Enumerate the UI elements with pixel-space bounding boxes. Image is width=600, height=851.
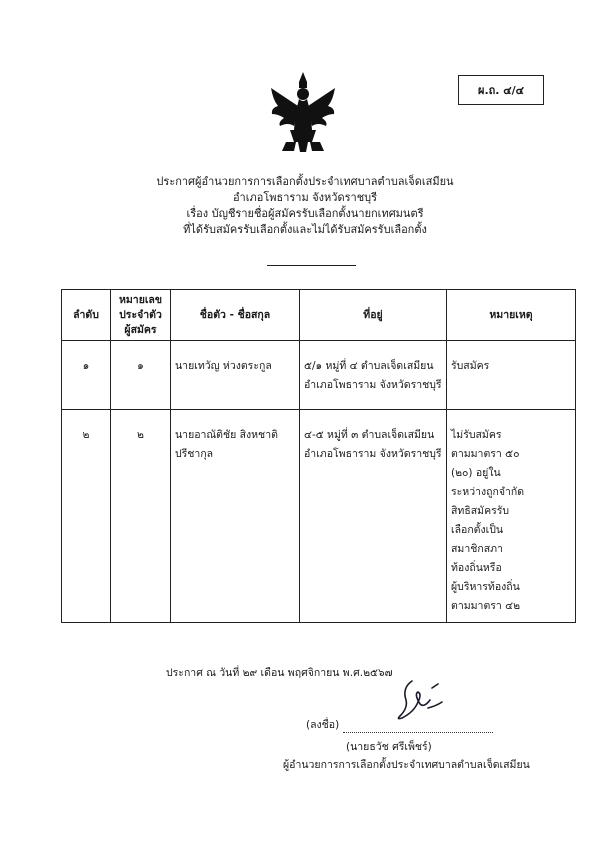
heading-line-1: ประกาศผู้อำนวยการการเลือกตั้งประจำเทศบาลตำบลเจ็ดเสมียน bbox=[156, 175, 454, 188]
announcement-heading bbox=[100, 174, 510, 238]
remark-line: สมาชิกสภา bbox=[451, 543, 503, 555]
garuda-emblem-icon bbox=[268, 70, 338, 155]
sign-label: (ลงชื่อ) bbox=[306, 719, 340, 731]
address-line-1: ๕/๑ หมู่ที่ ๔ ตำบลเจ็ดเสมียน bbox=[304, 360, 434, 372]
candidates-table bbox=[61, 289, 576, 623]
heading-line-3: เรื่อง บัญชีรายชื่อผู้สมัครรับเลือกตั้งนายกเทศมนตรี bbox=[186, 207, 424, 220]
header-number-line-2: ประจำตัว bbox=[119, 308, 162, 321]
remark-line: ผู้บริหารท้องถิ่น bbox=[451, 581, 520, 593]
cell-remark bbox=[447, 341, 576, 410]
heading-line-4: ที่ได้รับสมัครรับเลือกตั้งและไม่ได้รับสมัครรับเลือกตั้ง bbox=[183, 223, 427, 236]
header-candidate-number bbox=[111, 290, 171, 341]
signer-name: (นายธวัช ศรีเพ็ชร์) bbox=[346, 741, 432, 753]
cell-address bbox=[300, 410, 447, 623]
remark-line: เลือกตั้งเป็น bbox=[451, 524, 504, 536]
signer-title: ผู้อำนวยการการเลือกตั้งประจำเทศบาลตำบลเจ็ดเสมียน bbox=[283, 759, 530, 771]
header-name: ชื่อตัว - ชื่อสกุล bbox=[171, 290, 300, 341]
table-header-row bbox=[62, 290, 576, 341]
signature-dotted-line bbox=[343, 722, 493, 733]
header-number-line-3: ผู้สมัคร bbox=[124, 323, 157, 336]
remark-line: ระหว่างถูกจำกัด bbox=[451, 486, 525, 498]
cell-name: นายอาณัติชัย สิงหชาติปรีชากุล bbox=[171, 410, 300, 623]
cell-order: ๑ bbox=[62, 341, 111, 410]
remark-line: ท้องถิ่นหรือ bbox=[451, 562, 502, 574]
table-row bbox=[62, 410, 576, 623]
table-row bbox=[62, 341, 576, 410]
cell-address bbox=[300, 341, 447, 410]
address-line-2: อำเภอโพธาราม จังหวัดราชบุรี bbox=[304, 448, 442, 460]
header-order: ลำดับ bbox=[62, 290, 111, 341]
cell-remark bbox=[447, 410, 576, 623]
remark-line: ตามมาตรา ๕๐ bbox=[451, 448, 520, 460]
cell-order: ๒ bbox=[62, 410, 111, 623]
heading-line-2: อำเภอโพธาราม จังหวัดราชบุรี bbox=[232, 191, 378, 204]
remark-line: ตามมาตรา ๔๒ bbox=[451, 600, 521, 612]
header-number-line-1: หมายเลข bbox=[118, 293, 163, 306]
signature-line bbox=[306, 716, 493, 733]
heading-underline bbox=[267, 265, 356, 266]
announcement-date: ประกาศ ณ วันที่ ๒๙ เดือน พฤศจิกายน พ.ศ.๒๕๖๗ bbox=[166, 667, 393, 679]
remark-line: (๒๐) อยู่ใน bbox=[451, 467, 501, 479]
address-line-1: ๔-๕ หมู่ที่ ๓ ตำบลเจ็ดเสมียน bbox=[304, 429, 435, 441]
header-address: ที่อยู่ bbox=[300, 290, 447, 341]
cell-candidate-number: ๒ bbox=[111, 410, 171, 623]
remark-line: รับสมัคร bbox=[451, 360, 490, 372]
cell-name: นายเทวัญ ห่วงตระกูล bbox=[171, 341, 300, 410]
form-code: ผ.ถ. ๔/๔ bbox=[478, 84, 524, 97]
address-line-2: อำเภอโพธาราม จังหวัดราชบุรี bbox=[304, 379, 442, 391]
remark-line: ไม่รับสมัคร bbox=[451, 429, 502, 441]
header-remark: หมายเหตุ bbox=[447, 290, 576, 341]
cell-candidate-number: ๑ bbox=[111, 341, 171, 410]
remark-line: สิทธิสมัครรับ bbox=[451, 505, 510, 517]
form-code-box bbox=[458, 75, 544, 105]
